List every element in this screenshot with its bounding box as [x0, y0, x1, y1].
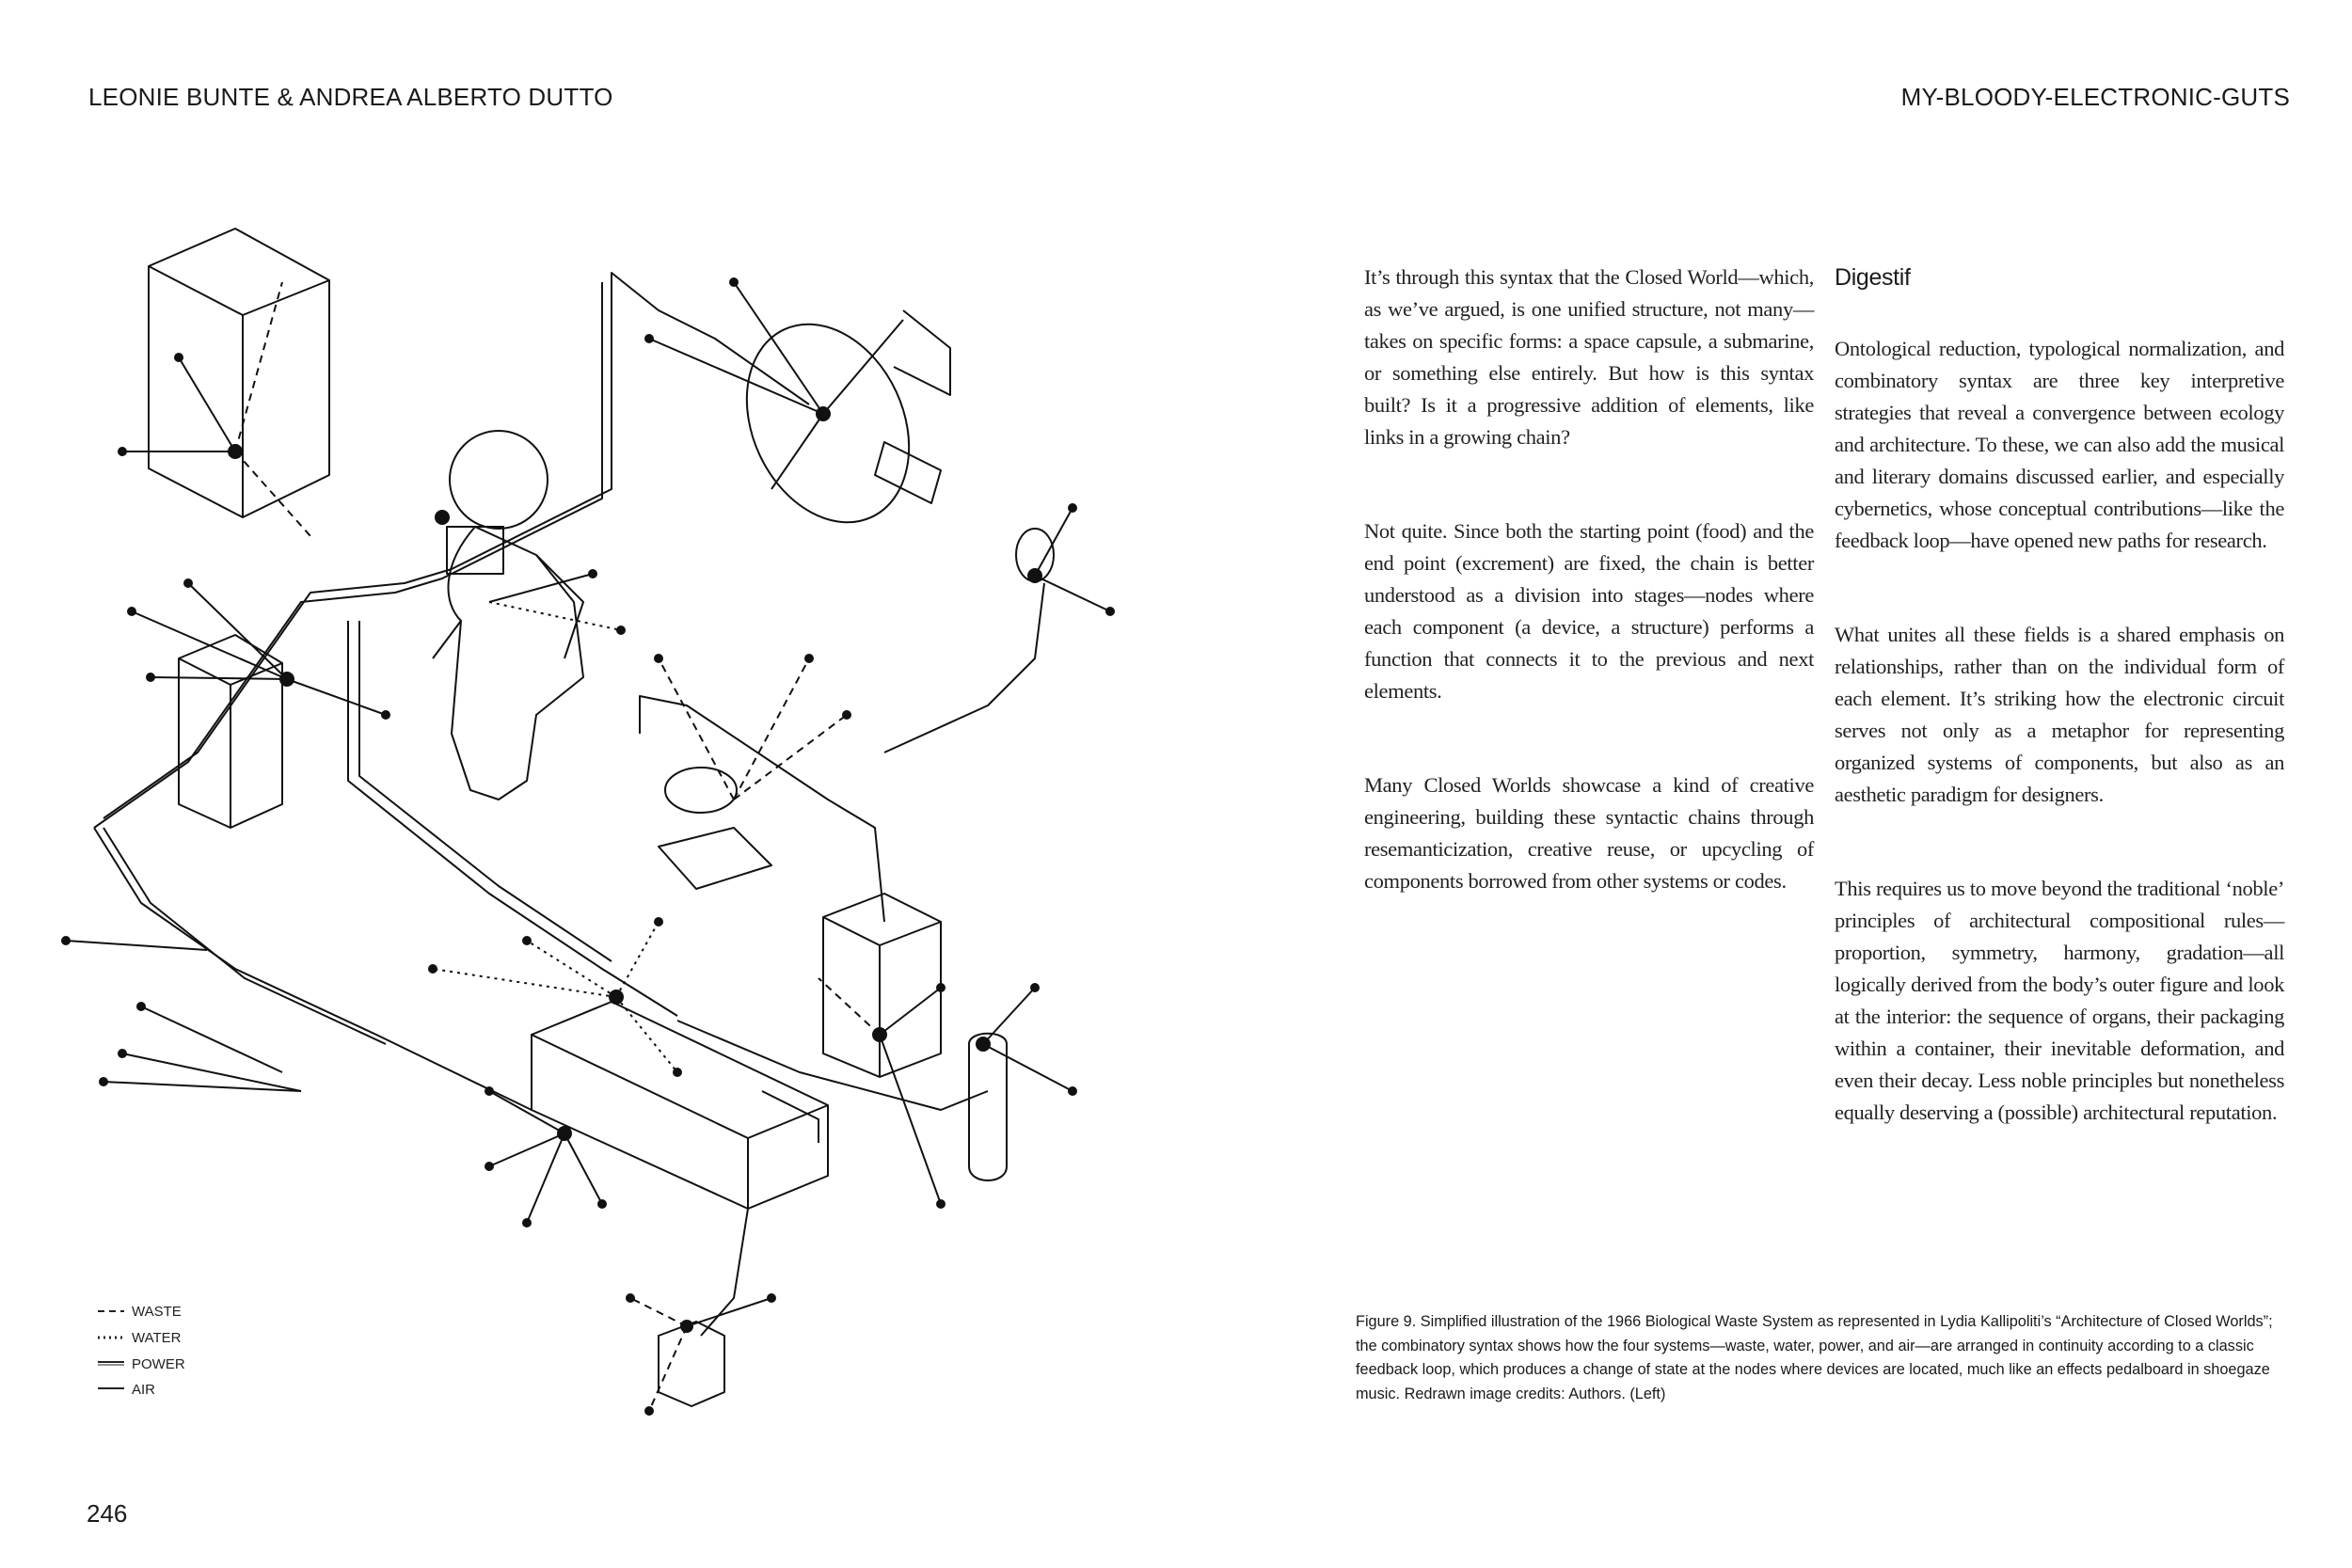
paragraph: Many Closed Worlds showcase a kind of creative engineering, building these syntactic chains through resemanticization, creative reuse, or upcycling of components borrowed from other systems or codes.: [1364, 773, 1814, 893]
paragraph: Ontological reduction, typological normalization, and combinatory syntax are three key interpretive strategies that reveal a convergence between ecology and architecture. To these, we can also add the musical and literary domains discussed earlier, and especially cybernetics, whose conceptual contributions—like the feedback loop—have opened new paths for research.: [1835, 337, 2284, 552]
figure-legend: [98, 1311, 124, 1388]
paragraph: This requires us to move beyond the traditional ‘noble’ principles of architectural compositional rules—proportion, symmetry, harmony, gradation—all logically derived from the body’s outer figure and look at the interior: the sequence of organs, their packaging within a container, their inevitable deformation, and even their decay. Less noble principles but nonetheless equally deserving a (possible) architectural reputation.: [1835, 877, 2284, 1124]
legend-water-label: WATER: [132, 1330, 182, 1346]
paragraph: It’s through this syntax that the Closed World—which, as we’ve argued, is one unified structure, not many—takes on specific forms: a space capsule, a submarine, or something else entirely. But how is this syntax built? Is it a progressive addition of elements, like links in a growing chain?: [1364, 265, 1814, 449]
running-header-title: MY-BLOODY-ELECTRONIC-GUTS: [1900, 83, 2290, 111]
figure-caption: Figure 9. Simplified illustration of the 1966 Biological Waste System as represented in Lydia Kallipoliti’s “Architecture of Closed Worlds”; the combinatory syntax shows how the four systems—waste, water, power, and air—are arranged in continuity according to a classic feedback loop, which produces a change of state at the nodes where devices are located, much like an effects pedalboard in shoegaze music. Redrawn image credits: Authors. (Left): [1356, 1313, 2273, 1402]
section-heading: Digestif: [1835, 264, 1911, 291]
page-number: 246: [87, 1499, 128, 1528]
legend-air-label: AIR: [132, 1382, 156, 1398]
legend-power-label: POWER: [132, 1356, 185, 1372]
paragraph: What unites all these fields is a shared emphasis on relationships, rather than on the individual form of each element. It’s striking how the electronic circuit serves not only as a metaphor for representing organized systems of components, but also as an aesthetic paradigm for designers.: [1835, 623, 2284, 806]
body-column-right: [1835, 261, 2284, 1191]
running-header-authors: LEONIE BUNTE & ANDREA ALBERTO DUTTO: [88, 83, 613, 111]
paragraph: Not quite. Since both the starting point (food) and the end point (excrement) are fixed, the chain is better understood as a division into stages—nodes where each component (a device, a structure) performs a function that connects it to the previous and next elements.: [1364, 519, 1814, 703]
legend-waste-label: WASTE: [132, 1304, 182, 1320]
biological-waste-system-illustration: [56, 216, 1167, 1458]
body-column-left: [1364, 261, 1814, 959]
